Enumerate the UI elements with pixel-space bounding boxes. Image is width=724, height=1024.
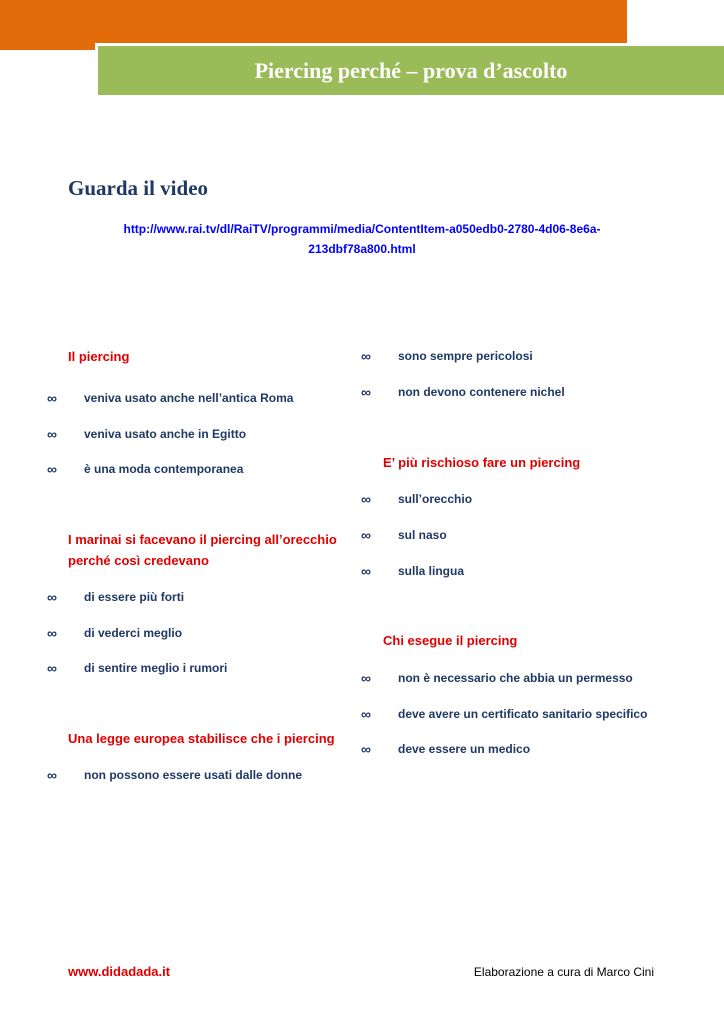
section-heading: Guarda il video [68, 176, 209, 200]
infinity-bullet-icon: ∞ [47, 426, 57, 442]
infinity-bullet-icon: ∞ [361, 741, 371, 757]
document-title: Piercing perché – prova d’ascolto [254, 57, 568, 83]
infinity-bullet-icon: ∞ [361, 706, 371, 722]
infinity-bullet-icon: ∞ [47, 390, 57, 406]
infinity-bullet-icon: ∞ [47, 767, 57, 783]
infinity-bullet-icon: ∞ [361, 491, 371, 507]
infinity-bullet-icon: ∞ [47, 589, 57, 605]
infinity-bullet-icon: ∞ [361, 670, 371, 686]
infinity-bullet-icon: ∞ [361, 527, 371, 543]
infinity-bullet-icon: ∞ [47, 625, 57, 641]
footer-credit: Elaborazione a cura di Marco Cini [473, 965, 654, 979]
question-2-title-line2: perché così credevano [68, 553, 209, 568]
question-1-title: Il piercing [68, 349, 130, 364]
infinity-bullet-icon: ∞ [361, 348, 371, 364]
question-5-title: Chi esegue il piercing [383, 633, 518, 648]
question-2-title-line1: I marinai si facevano il piercing all’orecchio [68, 532, 337, 547]
infinity-bullet-icon: ∞ [361, 384, 371, 400]
video-link-line1[interactable]: http://www.rai.tv/dl/RaiTV/programmi/media/ContentItem-a050edb0-2780-4d06-8e6a- [123, 222, 601, 236]
infinity-bullet-icon: ∞ [47, 660, 57, 676]
footer-site-link[interactable]: www.didadada.it [68, 964, 171, 979]
question-3-title: Una legge europea stabilisce che i piercing [68, 731, 335, 746]
header-title-bar [95, 43, 724, 95]
question-4-title: E’ più rischioso fare un piercing [383, 455, 581, 470]
infinity-bullet-icon: ∞ [361, 563, 371, 579]
infinity-bullet-icon: ∞ [47, 461, 57, 477]
video-link-line2[interactable]: 213dbf78a800.html [308, 242, 416, 256]
